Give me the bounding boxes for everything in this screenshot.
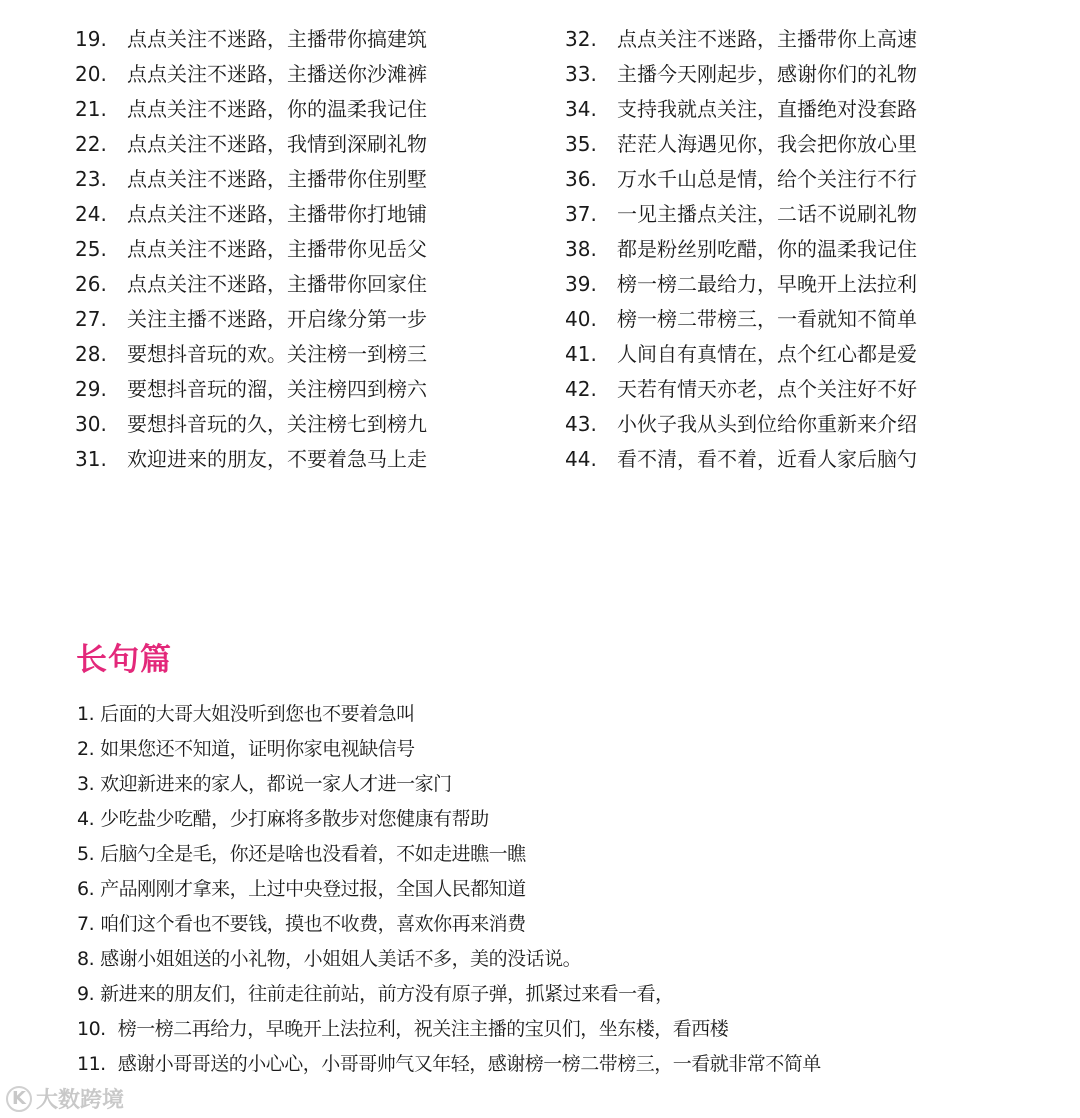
list-item — [75, 232, 427, 267]
item-text: 后面的大哥大姐没听到您也不要着急叫 — [100, 703, 415, 725]
list-item — [75, 267, 427, 302]
item-number: 32. — [565, 27, 597, 51]
item-text: 要想抖音玩的欢。关注榜一到榜三 — [127, 342, 427, 366]
list-item — [77, 732, 821, 767]
item-number: 26. — [75, 272, 107, 296]
list-item — [75, 442, 427, 477]
short-list-right — [565, 22, 917, 477]
list-item — [565, 267, 917, 302]
item-number: 28. — [75, 342, 107, 366]
list-item — [565, 337, 917, 372]
item-text: 点点关注不迷路，主播送你沙滩裤 — [127, 62, 427, 86]
item-number: 3. — [77, 773, 95, 795]
list-item — [75, 197, 427, 232]
item-text: 后脑勺全是毛，你还是啥也没看着，不如走进瞧一瞧 — [100, 843, 526, 865]
item-text: 点点关注不迷路，主播带你上高速 — [617, 27, 917, 51]
item-number: 6. — [77, 878, 95, 900]
item-number: 35. — [565, 132, 597, 156]
item-text: 万水千山总是情，给个关注行不行 — [617, 167, 917, 191]
item-number: 38. — [565, 237, 597, 261]
item-number: 24. — [75, 202, 107, 226]
item-number: 2. — [77, 738, 95, 760]
item-text: 点点关注不迷路，主播带你打地铺 — [127, 202, 427, 226]
list-item — [75, 302, 427, 337]
list-item — [565, 232, 917, 267]
item-number: 30. — [75, 412, 107, 436]
item-text: 欢迎进来的朋友，不要着急马上走 — [127, 447, 427, 471]
item-number: 43. — [565, 412, 597, 436]
list-item — [75, 92, 427, 127]
list-item — [75, 372, 427, 407]
item-text: 榜一榜二带榜三，一看就知不简单 — [617, 307, 917, 331]
item-text: 要想抖音玩的溜，关注榜四到榜六 — [127, 377, 427, 401]
item-text: 支持我就点关注，直播绝对没套路 — [617, 97, 917, 121]
list-item — [77, 1047, 821, 1082]
item-text: 点点关注不迷路，主播带你搞建筑 — [127, 27, 427, 51]
item-text: 榜一榜二再给力，早晚开上法拉利，祝关注主播的宝贝们，坐东楼，看西楼 — [117, 1018, 729, 1040]
item-text: 感谢小姐姐送的小礼物，小姐姐人美话不多，美的没话说。 — [100, 948, 582, 970]
item-number: 8. — [77, 948, 95, 970]
list-item — [565, 302, 917, 337]
item-number: 11. — [77, 1053, 106, 1075]
item-number: 27. — [75, 307, 107, 331]
list-item — [565, 407, 917, 442]
item-text: 都是粉丝别吃醋，你的温柔我记住 — [617, 237, 917, 261]
item-text: 点点关注不迷路，主播带你回家住 — [127, 272, 427, 296]
item-number: 39. — [565, 272, 597, 296]
list-item — [77, 872, 821, 907]
list-item — [77, 1012, 821, 1047]
long-sentence-list — [77, 697, 821, 1082]
list-item — [565, 22, 917, 57]
item-text: 看不清，看不着，近看人家后脑勺 — [617, 447, 917, 471]
list-item — [77, 697, 821, 732]
item-number: 37. — [565, 202, 597, 226]
item-text: 人间自有真情在，点个红心都是爱 — [617, 342, 917, 366]
item-text: 关注主播不迷路，开启缘分第一步 — [127, 307, 427, 331]
list-item — [565, 162, 917, 197]
item-text: 欢迎新进来的家人，都说一家人才进一家门 — [100, 773, 452, 795]
item-number: 42. — [565, 377, 597, 401]
list-item — [77, 802, 821, 837]
watermark — [6, 1083, 124, 1114]
item-number: 40. — [565, 307, 597, 331]
item-number: 4. — [77, 808, 95, 830]
item-number: 29. — [75, 377, 107, 401]
item-text: 主播今天刚起步，感谢你们的礼物 — [617, 62, 917, 86]
list-item — [77, 767, 821, 802]
item-text: 感谢小哥哥送的小心心，小哥哥帅气又年轻，感谢榜一榜二带榜三，一看就非常不简单 — [117, 1053, 821, 1075]
item-text: 点点关注不迷路，主播带你住别墅 — [127, 167, 427, 191]
item-text: 点点关注不迷路，你的温柔我记住 — [127, 97, 427, 121]
watermark-logo-icon: K — [6, 1086, 32, 1112]
list-item — [565, 92, 917, 127]
item-number: 1. — [77, 703, 95, 725]
item-number: 10. — [77, 1018, 106, 1040]
item-text: 点点关注不迷路，我情到深刷礼物 — [127, 132, 427, 156]
item-number: 34. — [565, 97, 597, 121]
list-item — [77, 837, 821, 872]
item-text: 要想抖音玩的久，关注榜七到榜九 — [127, 412, 427, 436]
list-item — [565, 127, 917, 162]
item-number: 9. — [77, 983, 95, 1005]
watermark-text: 大数跨境 — [36, 1088, 125, 1113]
item-number: 7. — [77, 913, 95, 935]
item-text: 点点关注不迷路，主播带你见岳父 — [127, 237, 427, 261]
item-number: 21. — [75, 97, 107, 121]
item-number: 23. — [75, 167, 107, 191]
item-text: 一见主播点关注，二话不说刷礼物 — [617, 202, 917, 226]
list-item — [565, 442, 917, 477]
item-text: 茫茫人海遇见你，我会把你放心里 — [617, 132, 917, 156]
list-item — [565, 372, 917, 407]
list-item — [75, 57, 427, 92]
item-text: 天若有情天亦老，点个关注好不好 — [617, 377, 917, 401]
list-item — [75, 407, 427, 442]
list-item — [77, 942, 821, 977]
list-item — [75, 337, 427, 372]
list-item — [565, 197, 917, 232]
list-item — [75, 127, 427, 162]
item-number: 31. — [75, 447, 107, 471]
list-item — [77, 907, 821, 942]
item-text: 榜一榜二最给力，早晚开上法拉利 — [617, 272, 917, 296]
item-number: 33. — [565, 62, 597, 86]
item-number: 19. — [75, 27, 107, 51]
item-number: 20. — [75, 62, 107, 86]
item-number: 41. — [565, 342, 597, 366]
item-number: 44. — [565, 447, 597, 471]
item-text: 小伙子我从头到位给你重新来介绍 — [617, 412, 917, 436]
list-item — [75, 162, 427, 197]
list-item — [565, 57, 917, 92]
item-number: 36. — [565, 167, 597, 191]
item-text: 新进来的朋友们，往前走往前站，前方没有原子弹，抓紧过来看一看， — [100, 983, 674, 1005]
list-item — [75, 22, 427, 57]
item-number: 22. — [75, 132, 107, 156]
section-heading-long-sentences: 长句篇 — [76, 642, 172, 678]
item-text: 咱们这个看也不要钱，摸也不收费，喜欢你再来消费 — [100, 913, 526, 935]
list-item — [77, 977, 821, 1012]
item-text: 如果您还不知道，证明你家电视缺信号 — [100, 738, 415, 760]
item-text: 产品刚刚才拿来，上过中央登过报，全国人民都知道 — [100, 878, 526, 900]
item-number: 5. — [77, 843, 95, 865]
short-list-left — [75, 22, 427, 477]
item-number: 25. — [75, 237, 107, 261]
item-text: 少吃盐少吃醋，少打麻将多散步对您健康有帮助 — [100, 808, 489, 830]
